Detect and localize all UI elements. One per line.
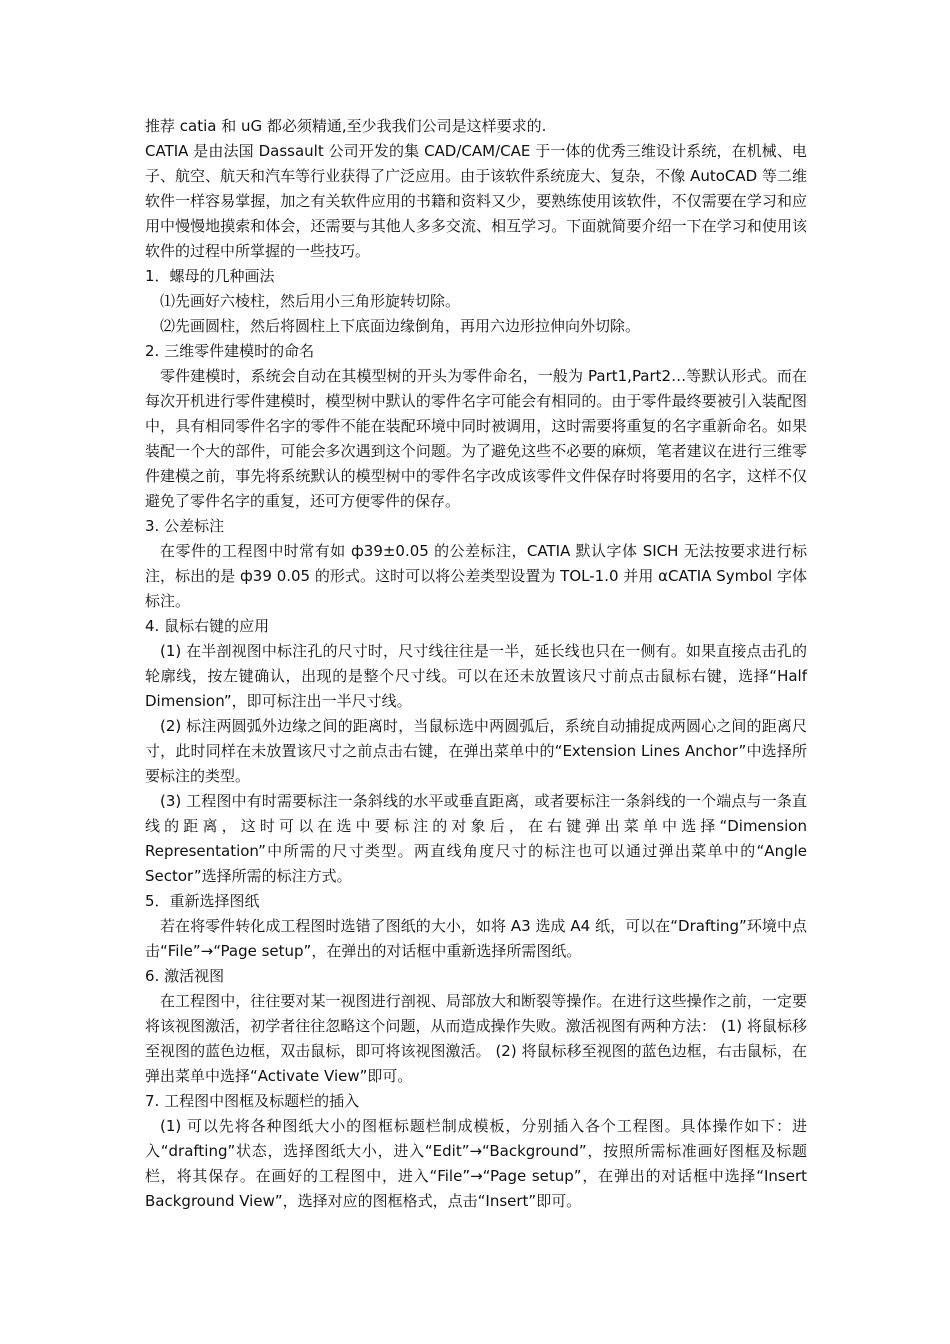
document-page [145, 114, 807, 1214]
section-4-heading: 4. 鼠标右键的应用 [145, 617, 270, 635]
section-1-paragraph-1: ⑴先画好六棱柱，然后用小三角形旋转切除。 [160, 292, 461, 310]
section-4-paragraph-3: (3) 工程图中有时需要标注一条斜线的水平或垂直距离，或者要标注一条斜线的一个端点与一条直线的距离，这时可以在选中要标注的对象后，在右键弹出菜单中选择“Dimension Representation”中所需的尺寸类型。两直线角度尺寸的标注也可以通过弹出菜单中的“Angle Sector”选择所需的标注方式。 [145, 792, 807, 885]
section-4-paragraph-1: (1) 在半剖视图中标注孔的尺寸时，尺寸线往往是一半，延长线也只在一侧有。如果直接点击孔的轮廓线，按左键确认，出现的是整个尺寸线。可以在还未放置该尺寸前点击鼠标右键，选择“Half Dimension”，即可标注出一半尺寸线。 [145, 642, 807, 710]
section-5-paragraph-1: 若在将零件转化成工程图时选错了图纸的大小，如将 A3 选成 A4 纸，可以在“Drafting”环境中点击“File”→“Page setup”，在弹出的对话框中重新选择所需图纸。 [145, 917, 807, 960]
section-3-paragraph-1: 在零件的工程图中时常有如 ф39±0.05 的公差标注，CATIA 默认字体 SICH 无法按要求进行标注，标出的是 ф39 0.05 的形式。这时可以将公差类型设置为 TOL-1.0 并用 αCATIA Symbol 字体标注。 [145, 542, 807, 610]
intro-paragraph: 推荐 catia 和 uG 都必须精通,至少我我们公司是这样要求的. [145, 117, 547, 135]
section-3-heading: 3. 公差标注 [145, 517, 225, 535]
section-2-heading: 2. 三维零件建模时的命名 [145, 342, 315, 360]
section-6-heading: 6. 激活视图 [145, 967, 225, 985]
section-6-paragraph-1: 在工程图中，往往要对某一视图进行剖视、局部放大和断裂等操作。在进行这些操作之前，一定要将该视图激活，初学者往往忽略这个问题，从而造成操作失败。激活视图有两种方法： (1) 将鼠标移至视图的蓝色边框，双击鼠标，即可将该视图激活。 (2) 将鼠标移至视图的蓝色边框，右击鼠标，在弹出菜单中选择“Activate View”即可。 [145, 992, 807, 1085]
section-4-paragraph-2: (2) 标注两圆弧外边缘之间的距离时，当鼠标选中两圆弧后，系统自动捕捉成两圆心之间的距离尺寸，此时同样在未放置该尺寸之前点击右键，在弹出菜单中的“Extension Lines Anchor”中选择所要标注的类型。 [145, 717, 807, 785]
section-1-paragraph-2: ⑵先画圆柱，然后将圆柱上下底面边缘倒角，再用六边形拉伸向外切除。 [160, 317, 641, 335]
section-1-heading: 1．螺母的几种画法 [145, 267, 275, 285]
section-7-paragraph-1: (1) 可以先将各种图纸大小的图框标题栏制成模板，分别插入各个工程图。具体操作如下：进入“drafting”状态，选择图纸大小，进入“Edit”→“Background”，按照所需标准画好图框及标题栏，将其保存。在画好的工程图中，进入“File”→“Page setup”，在弹出的对话框中选择“Insert Background View”，选择对应的图框格式，点击“Insert”即可。 [145, 1117, 807, 1210]
section-2-paragraph-1: 零件建模时，系统会自动在其模型树的开头为零件命名，一般为 Part1,Part2…等默认形式。而在每次开机进行零件建模时，模型树中默认的零件名字可能会有相同的。由于零件最终要被引入装配图中，具有相同零件名字的零件不能在装配环境中同时被调用，这时需要将重复的名字重新命名。如果装配一个大的部件，可能会多次遇到这个问题。为了避免这些不必要的麻烦，笔者建议在进行三维零件建模之前，事先将系统默认的模型树中的零件名字改成该零件文件保存时将要用的名字，这样不仅避免了零件名字的重复，还可方便零件的保存。 [145, 367, 807, 510]
section-7-heading: 7. 工程图中图框及标题栏的插入 [145, 1092, 360, 1110]
section-5-heading: 5．重新选择图纸 [145, 892, 260, 910]
catia-intro-paragraph: CATIA 是由法国 Dassault 公司开发的集 CAD/CAM/CAE 于一体的优秀三维设计系统，在机械、电子、航空、航天和汽车等行业获得了广泛应用。由于该软件系统庞大、复杂，不像 AutoCAD 等二维软件一样容易掌握，加之有关软件应用的书籍和资料又少，要熟练使用该软件，不仅需要在学习和应用中慢慢地摸索和体会，还需要与其他人多多交流、相互学习。下面就简要介绍一下在学习和使用该软件的过程中所掌握的一些技巧。 [145, 142, 807, 260]
